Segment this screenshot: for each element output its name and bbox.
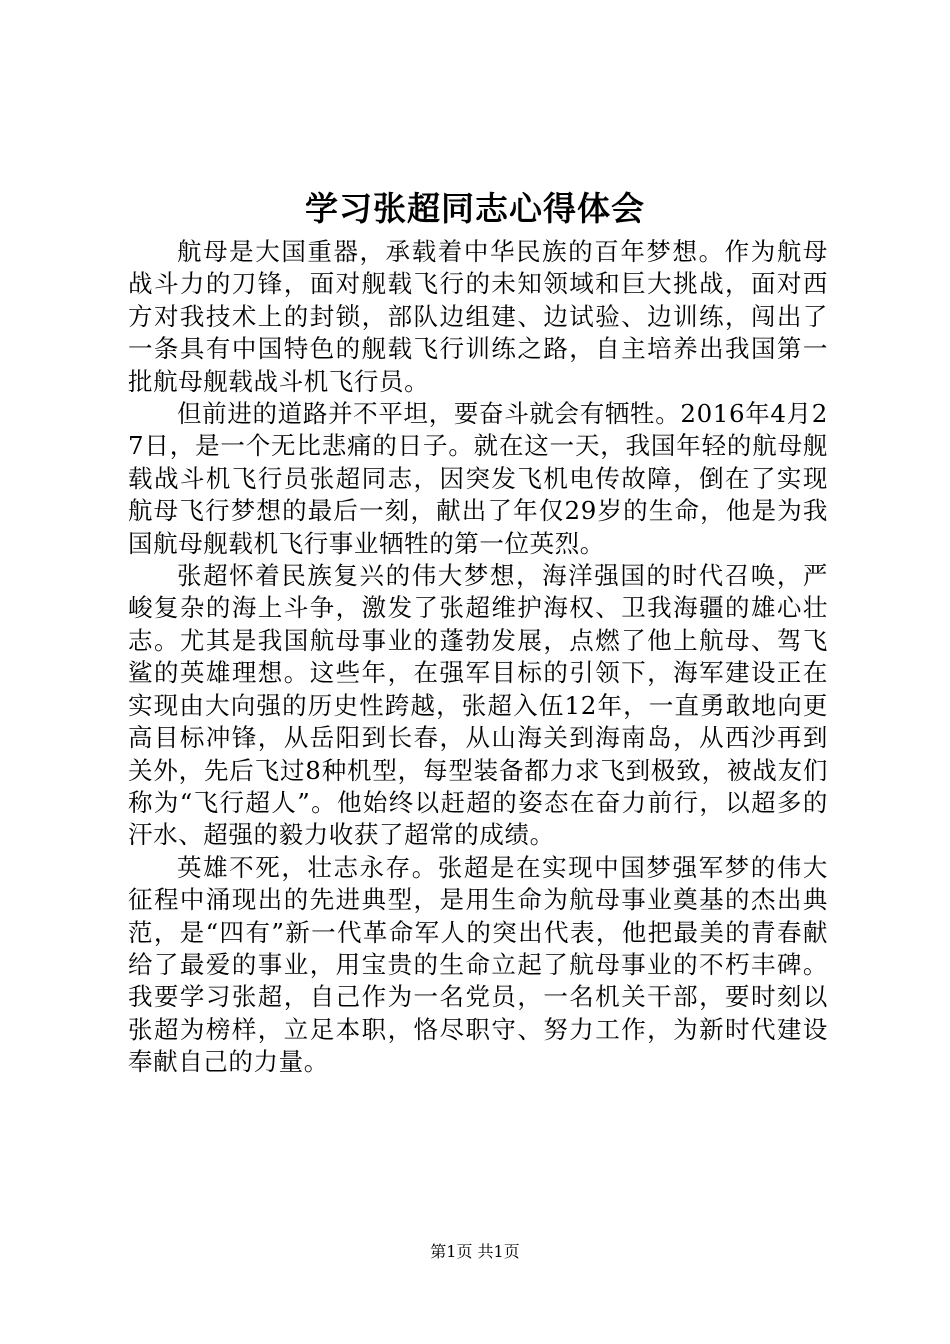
document-body [128,236,828,1079]
paragraph-2: 但前进的道路并不平坦，要奋斗就会有牺牲。2016年4月27日，是一个无比悲痛的日子。就在这一天，我国年轻的航母舰载战斗机飞行员张超同志，因突发飞机电传故障，倒在了实现航母飞行梦想的最后一刻，献出了年仅29岁的生命，他是为我国航母舰载机飞行事业牺牲的第一位英烈。 [128,399,828,558]
paragraph-3: 张超怀着民族复兴的伟大梦想，海洋强国的时代召唤，严峻复杂的海上斗争，激发了张超维护海权、卫我海疆的雄心壮志。尤其是我国航母事业的蓬勃发展，点燃了他上航母、驾飞鲨的英雄理想。这些年，在强军目标的引领下，海军建设正在实现由大向强的历史性跨越，张超入伍12年，一直勇敢地向更高目标冲锋，从岳阳到长春，从山海关到海南岛，从西沙再到关外，先后飞过8种机型，每型装备都力求飞到极致，被战友们称为“飞行超人”。他始终以赶超的姿态在奋力前行，以超多的汗水、超强的毅力收获了超常的成绩。 [128,561,828,850]
page-footer: 第1页 共1页 [430,1242,520,1261]
paragraph-1: 航母是大国重器，承载着中华民族的百年梦想。作为航母战斗力的刀锋，面对舰载飞行的未知领域和巨大挑战，面对西方对我技术上的封锁，部队边组建、边试验、边训练，闯出了一条具有中国特色的舰载飞行训练之路，自主培养出我国第一批航母舰载战斗机飞行员。 [128,237,828,396]
page-title: 学习张超同志心得体会 [305,189,645,228]
paragraph-4: 英雄不死，壮志永存。张超是在实现中国梦强军梦的伟大征程中涌现出的先进典型，是用生命为航母事业奠基的杰出典范，是“四有”新一代革命军人的突出代表，他把最美的青春献给了最爱的事业，用宝贵的生命立起了航母事业的不朽丰碑。我要学习张超，自己作为一名党员，一名机关干部，要时刻以张超为榜样，立足本职，恪尽职守、努力工作，为新时代建设奉献自己的力量。 [128,852,828,1077]
